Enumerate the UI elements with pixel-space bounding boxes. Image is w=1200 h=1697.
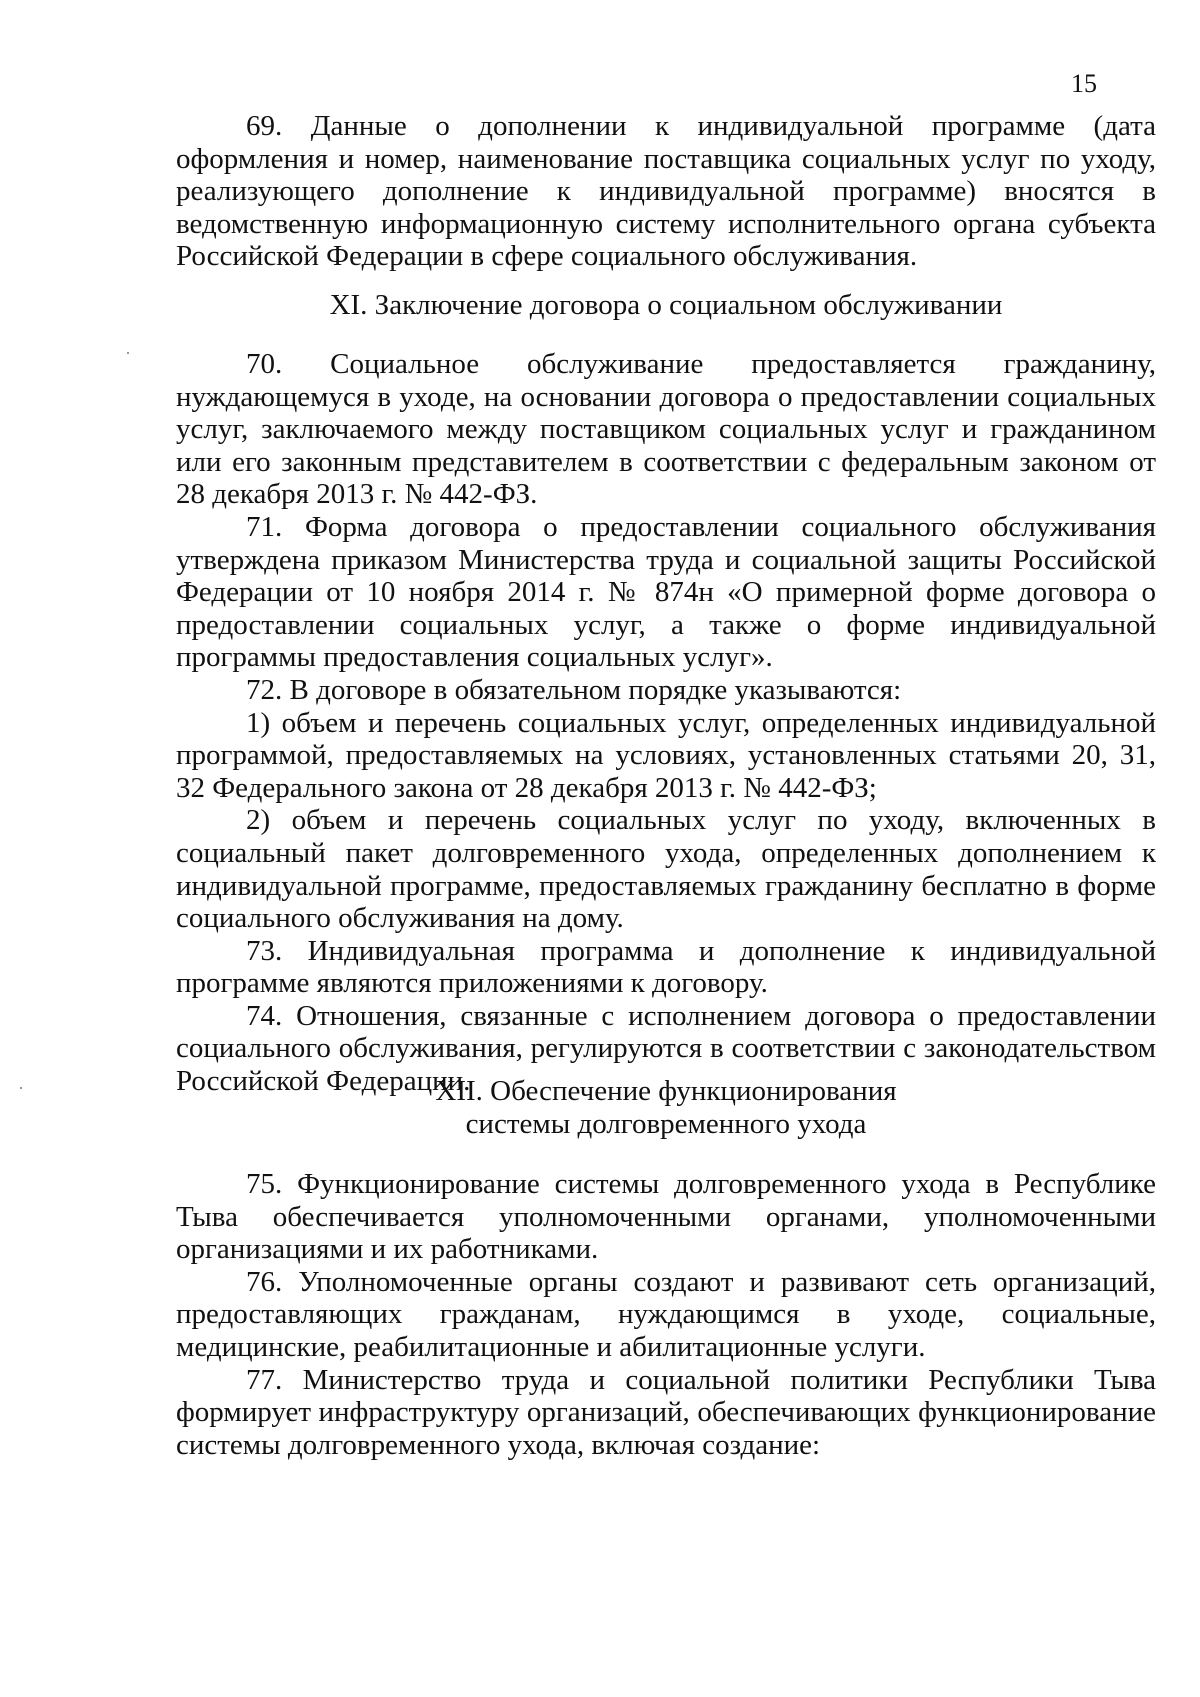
section-heading-line: системы долговременного ухода <box>465 1107 867 1140</box>
paragraph: 75. Функционирование системы долговременного ухода в Республике Тыва обеспечивается уполномоченными органами, уполномоченными организациями и их работниками. <box>176 1168 1156 1266</box>
section-heading-line: XII. Обеспечение функционирования <box>435 1075 897 1107</box>
section-heading <box>176 1075 1156 1140</box>
section-heading: XI. Заключение договора о социальном обслуживании <box>329 289 1003 321</box>
scan-artifact <box>127 352 129 354</box>
paragraph: 70. Социальное обслуживание предоставляется гражданину, нуждающемуся в уходе, на основании договора о предоставлении социальных услуг, заключаемого между поставщиком социальных услуг и гражданином или его законным представителем в соответствии с федеральным законом от 28 декабря 2013 г. № 442-ФЗ. <box>176 348 1156 511</box>
list-item: 1) объем и перечень социальных услуг, определенных индивидуальной программой, предоставляемых на условиях, установленных статьями 20, 31, 32 Федерального закона от 28 декабря 2013 г. № 442-ФЗ; <box>176 706 1156 804</box>
section-xi-body <box>176 348 1156 1098</box>
page-number: 15 <box>1071 69 1097 98</box>
paragraph: 74. Отношения, связанные с исполнением договора о предоставлении социального обслуживания, регулируются в соответствии с законодательством Российской Федерации. <box>176 999 1156 1098</box>
paragraph: 71. Форма договора о предоставлении социального обслуживания утверждена приказом Министерства труда и социальной защиты Российской Федерации от 10 ноября 2014 г. № 874н «О примерной форме договора о предоставлении социальных услуг, а также о форме индивидуальной программы предоставления социальных услуг». <box>176 510 1156 674</box>
section-xii-body <box>176 1168 1156 1461</box>
block-paragraph-69 <box>176 110 1156 273</box>
paragraph: 72. В договоре в обязательном порядке указываются: <box>246 673 902 706</box>
paragraph: 77. Министерство труда и социальной политики Республики Тыва формирует инфраструктуру организаций, обеспечивающих функционирование системы долговременного ухода, включая создание: <box>176 1363 1156 1461</box>
section-xii-heading-block <box>176 1075 1156 1140</box>
section-xi-heading-block <box>176 289 1156 322</box>
paragraph: 69. Данные о дополнении к индивидуальной программе (дата оформления и номер, наименование поставщика социальных услуг по уходу, реализующего дополнение к индивидуальной программе) вносятся в ведомственную информационную систему исполнительного органа субъекта Российской Федерации в сфере социального обслуживания. <box>176 110 1156 273</box>
list-item: 2) объем и перечень социальных услуг по уходу, включенных в социальный пакет долговременного ухода, определенных дополнением к индивидуальной программе, предоставляемых гражданину бесплатно в форме социального обслуживания на дому. <box>176 804 1156 935</box>
scan-artifact <box>20 1087 22 1089</box>
paragraph: 76. Уполномоченные органы создают и развивают сеть организаций, предоставляющих гражданам, нуждающимся в уходе, социальные, медицинские, реабилитационные и абилитационные услуги. <box>176 1265 1156 1363</box>
paragraph: 73. Индивидуальная программа и дополнение к индивидуальной программе являются приложениями к договору. <box>176 934 1156 1000</box>
